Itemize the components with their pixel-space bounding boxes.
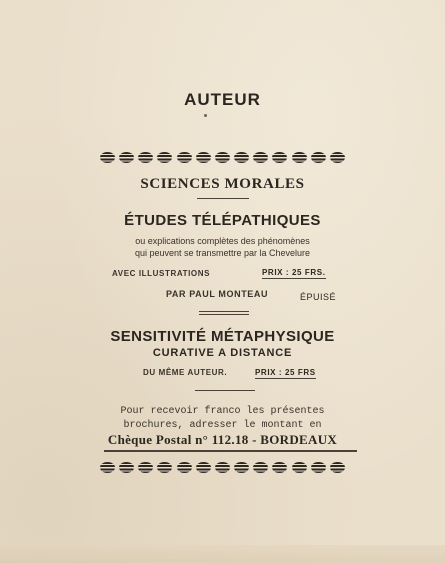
book-title-sensitivite: SENSITIVITÉ MÉTAPHYSIQUE	[110, 328, 335, 345]
same-author-note: DU MÊME AUTEUR.	[143, 368, 228, 377]
decorative-border-top	[100, 152, 345, 166]
order-instructions-line-2: brochures, adresser le montant en	[123, 420, 322, 431]
cheque-underline	[104, 450, 357, 452]
decorative-border-bottom	[100, 462, 345, 476]
out-of-print-label: ÉPUISÉ	[300, 292, 337, 302]
illustrations-note: AVEC ILLUSTRATIONS	[112, 269, 211, 278]
order-instructions-line-1: Pour recevoir franco les présentes	[120, 406, 325, 417]
description-line-2: qui peuvent se transmettre par la Chevelure	[134, 248, 311, 258]
divider	[199, 311, 249, 312]
price-etudes: PRIX : 25 FRS.	[262, 268, 326, 277]
divider	[197, 198, 249, 199]
description-line-1: ou explications complètes des phénomènes	[135, 236, 310, 246]
cheque-postal-line: Chèque Postal n° 112.18 - BORDEAUX	[107, 432, 338, 447]
divider	[195, 390, 255, 391]
book-subtitle: CURATIVE A DISTANCE	[152, 347, 293, 359]
price-sensitivite: PRIX : 25 FRS	[255, 368, 316, 377]
divider	[199, 314, 249, 315]
ink-dot	[204, 114, 207, 117]
author-heading: AUTEUR	[184, 90, 261, 109]
book-title-etudes: ÉTUDES TÉLÉPATHIQUES	[124, 212, 321, 229]
author-name: PAR PAUL MONTEAU	[166, 289, 269, 299]
paper-fold-edge	[0, 545, 445, 563]
category-title: SCIENCES MORALES	[140, 176, 305, 192]
